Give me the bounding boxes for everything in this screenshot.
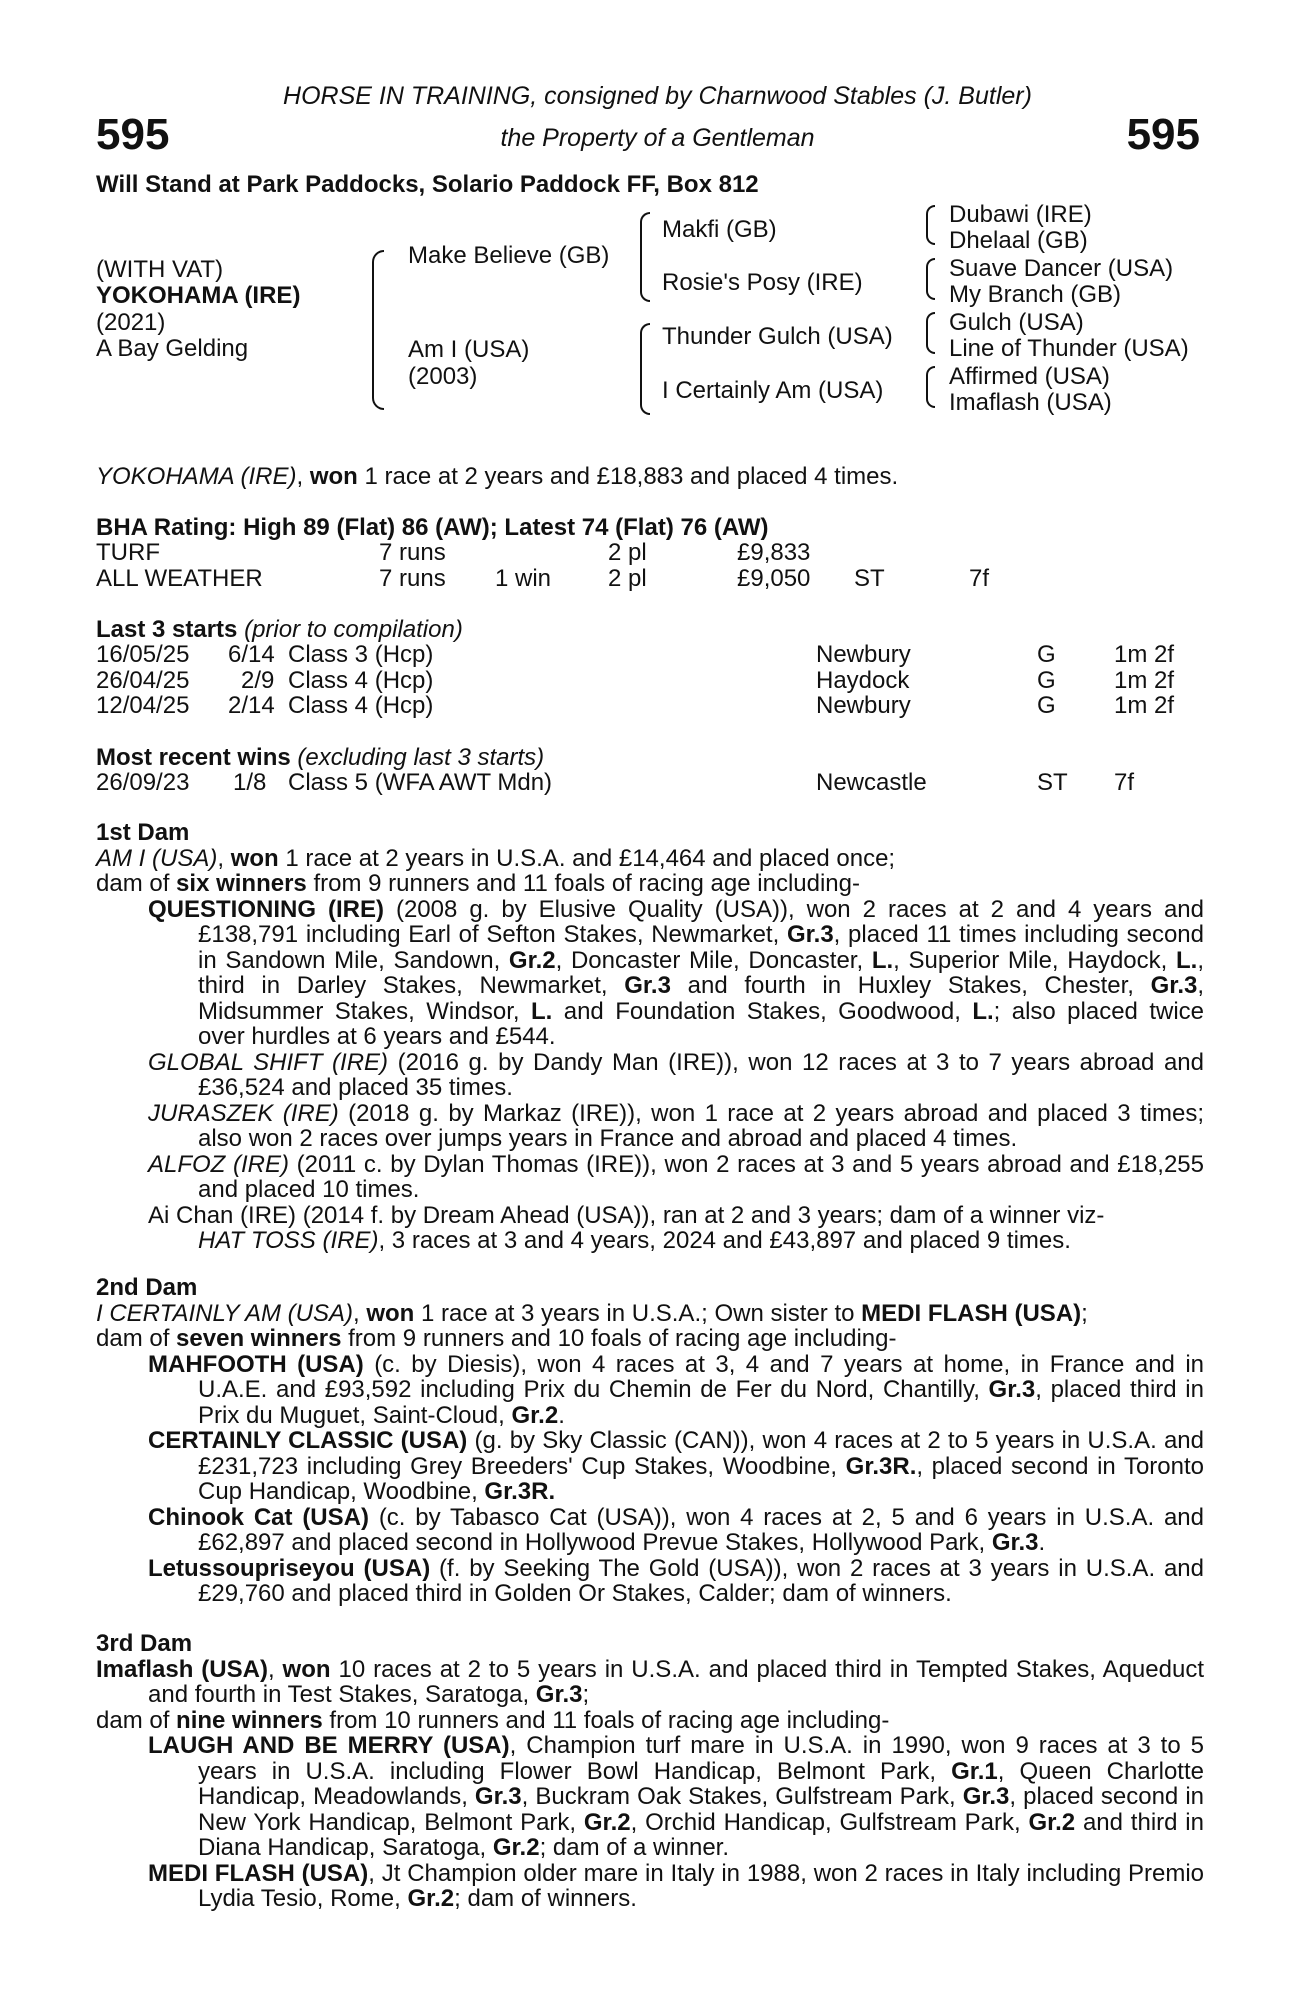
rating-table bbox=[96, 540, 1206, 591]
pedigree-sire-sire: Makfi (GB) bbox=[662, 216, 777, 243]
third-dam-section bbox=[96, 1631, 1204, 1912]
produce-entry: Ai Chan (IRE) (2014 f. by Dream Ahead (USA)), ran at 2 and 3 years; dam of a winner viz- bbox=[148, 1201, 1105, 1229]
recent-wins-table bbox=[96, 770, 1206, 796]
stand-line: Will Stand at Park Paddocks, Solario Paddock FF, Box 812 bbox=[96, 171, 759, 198]
second-dam-produce-line: dam of seven winners from 9 runners and 10 foals of racing age including- bbox=[96, 1325, 897, 1352]
table-row: 26/04/25 2/9 Class 4 (Hcp) Haydock G 1m 2f bbox=[96, 666, 1175, 694]
first-dam-produce-line: dam of six winners from 9 runners and 11 foals of racing age including- bbox=[96, 870, 860, 897]
pedigree-brace-4 bbox=[926, 366, 935, 408]
pedigree-dam-dam: I Certainly Am (USA) bbox=[662, 377, 884, 404]
table-row: 16/05/25 6/14 Class 3 (Hcp) Newbury G 1m 2f bbox=[96, 641, 1175, 668]
produce-entry: LAUGH AND BE MERRY (USA), Champion turf mare in U.S.A. in 1990, won 9 races at 3 to 5 years in U.S.A. including Flower Bowl Handicap, Belmont Park, Gr.1, Queen Charlotte Handicap, Meadowlands, Gr.3, Buckram Oak Stakes, Gulfstream Park, Gr.3, placed second in New York Handicap, Belmont Park, Gr.2, Orchid Handicap, Gulfstream Park, Gr.2 and third in Diana Handicap, Saratoga, Gr.2; dam of a winner. bbox=[148, 1732, 1205, 1861]
produce-entry: CERTAINLY CLASSIC (USA) (g. by Sky Classic (CAN)), won 4 races at 2 to 5 years in U.S.A. and £231,723 including Grey Breeders' Cup Stakes, Woodbine, Gr.3R., placed second in Toronto Cup Handicap, Woodbine, Gr.3R. bbox=[148, 1427, 1205, 1505]
third-dam-heading: 3rd Dam bbox=[96, 1630, 193, 1657]
produce-entry: MEDI FLASH (USA), Jt Champion older mare in Italy in 1988, won 2 races in Italy including Premio Lydia Tesio, Rome, Gr.2; dam of winners. bbox=[148, 1859, 1205, 1912]
pedigree-brace-dam bbox=[640, 323, 650, 415]
pedigree-g3-5: Gulch (USA) bbox=[949, 309, 1084, 336]
table-row: 12/04/25 2/14 Class 4 (Hcp) Newbury G 1m 2f bbox=[96, 692, 1175, 719]
lot-number-right: 595 bbox=[1126, 110, 1200, 159]
produce-entry: Chinook Cat (USA) (c. by Tabasco Cat (USA)), won 4 races at 2, 5 and 6 years in U.S.A. and £62,897 and placed second in Hollywood Prevue Stakes, Hollywood Park, Gr.3. bbox=[148, 1503, 1204, 1556]
table-row: 26/09/23 1/8 Class 5 (WFA AWT Mdn) Newcastle ST 7f bbox=[96, 769, 1135, 796]
pedigree-brace-main bbox=[372, 250, 384, 410]
first-dam-section bbox=[96, 820, 1204, 1254]
pedigree-g3-1: Dubawi (IRE) bbox=[949, 201, 1092, 228]
recent-wins-heading: Most recent wins (excluding last 3 starts) bbox=[96, 744, 545, 771]
pedigree-dam-year: (2003) bbox=[408, 363, 478, 390]
first-dam-line: AM I (USA), won 1 race at 2 years in U.S.A. and £14,464 and placed once; bbox=[96, 844, 896, 872]
race-summary: YOKOHAMA (IRE), won 1 race at 2 years and £18,883 and placed 4 times. bbox=[96, 463, 899, 490]
horse-year: (2021) bbox=[96, 309, 166, 336]
vat-label: (WITH VAT) bbox=[96, 256, 224, 283]
pedigree-sire-dam: Rosie's Posy (IRE) bbox=[662, 269, 863, 296]
pedigree-dam: Am I (USA) bbox=[408, 336, 530, 363]
horse-name: YOKOHAMA (IRE) bbox=[96, 282, 301, 309]
bha-rating: BHA Rating: High 89 (Flat) 86 (AW); Latest 74 (Flat) 76 (AW) bbox=[96, 514, 769, 541]
third-dam-line: Imaflash (USA), won 10 races at 2 to 5 years in U.S.A. and placed third in Tempted Stakes, Aqueduct and fourth in Test Stakes, Saratoga, Gr.3; bbox=[96, 1655, 1204, 1708]
third-dam-produce-line: dam of nine winners from 10 runners and 11 foals of racing age including- bbox=[96, 1706, 890, 1734]
last-starts-table bbox=[96, 642, 1206, 719]
pedigree-sire: Make Believe (GB) bbox=[408, 242, 610, 269]
consignment-line: HORSE IN TRAINING, consigned by Charnwood Stables (J. Butler) bbox=[283, 82, 1032, 110]
pedigree-brace-2 bbox=[926, 258, 935, 300]
pedigree-g3-3: Suave Dancer (USA) bbox=[949, 255, 1174, 282]
lot-number-left: 595 bbox=[96, 110, 170, 159]
pedigree-brace-3 bbox=[926, 312, 935, 354]
produce-entry: MAHFOOTH (USA) (c. by Diesis), won 4 races at 3, 4 and 7 years at home, in France and in U.A.E. and £93,592 including Prix du Chemin de Fer du Nord, Chantilly, Gr.3, placed third in Prix du Muguet, Saint-Cloud, Gr.2. bbox=[148, 1350, 1205, 1429]
produce-entry: Letussoupriseyou (USA) (f. by Seeking The Gold (USA)), won 2 races at 3 years in U.S.A. and £29,760 and placed third in Golden Or Stakes, Calder; dam of winners. bbox=[148, 1554, 1204, 1607]
produce-sub-entry: HAT TOSS (IRE), 3 races at 3 and 4 years, 2024 and £43,897 and placed 9 times. bbox=[198, 1227, 1071, 1254]
first-dam-heading: 1st Dam bbox=[96, 819, 190, 846]
horse-description: A Bay Gelding bbox=[96, 335, 249, 362]
second-dam-section bbox=[96, 1275, 1204, 1607]
pedigree-g3-7: Affirmed (USA) bbox=[949, 363, 1110, 390]
pedigree-brace-sire bbox=[640, 212, 650, 302]
pedigree-brace-1 bbox=[926, 205, 935, 245]
pedigree-g3-4: My Branch (GB) bbox=[949, 281, 1122, 308]
produce-entry: GLOBAL SHIFT (IRE) (2016 g. by Dandy Man (IRE)), won 12 races at 3 to 7 years abroad and £36,524 and placed 35 times. bbox=[148, 1048, 1204, 1101]
pedigree-g3-8: Imaflash (USA) bbox=[949, 389, 1112, 416]
produce-entry: QUESTIONING (IRE) (2008 g. by Elusive Quality (USA)), won 2 races at 2 and 4 years and £138,791 including Earl of Sefton Stakes, Newmarket, Gr.3, placed 11 times including second in Sandown Mile, Sandown, Gr.2, Doncaster Mile, Doncaster, L., Superior Mile, Haydock, L., third in Darley Stakes, Newmarket, Gr.3 and fourth in Huxley Stakes, Chester, Gr.3, Midsummer Stakes, Windsor, L. and Foundation Stakes, Goodwood, L.; also placed twice over hurdles at 6 years and £544. bbox=[148, 895, 1205, 1050]
second-dam-heading: 2nd Dam bbox=[96, 1274, 198, 1301]
pedigree-g3-2: Dhelaal (GB) bbox=[949, 227, 1088, 254]
produce-entry: JURASZEK (IRE) (2018 g. by Markaz (IRE)), won 1 race at 2 years abroad and placed 3 times; also won 2 races over jumps years in France and abroad and placed 4 times. bbox=[148, 1099, 1205, 1152]
produce-entry: ALFOZ (IRE) (2011 c. by Dylan Thomas (IRE)), won 2 races at 3 and 5 years abroad and £18,255 and placed 10 times. bbox=[148, 1150, 1204, 1203]
second-dam-line: I CERTAINLY AM (USA), won 1 race at 3 years in U.S.A.; Own sister to MEDI FLASH (USA); bbox=[96, 1299, 1088, 1327]
rating-row: ALL WEATHER 7 runs 1 win 2 pl £9,050 ST 7f bbox=[96, 564, 990, 592]
pedigree-g3-6: Line of Thunder (USA) bbox=[949, 335, 1189, 362]
last-starts-heading: Last 3 starts (prior to compilation) bbox=[96, 616, 463, 643]
property-line: the Property of a Gentleman bbox=[500, 124, 815, 152]
rating-row: TURF 7 runs 2 pl £9,833 bbox=[96, 539, 811, 566]
pedigree-dam-sire: Thunder Gulch (USA) bbox=[662, 323, 893, 350]
